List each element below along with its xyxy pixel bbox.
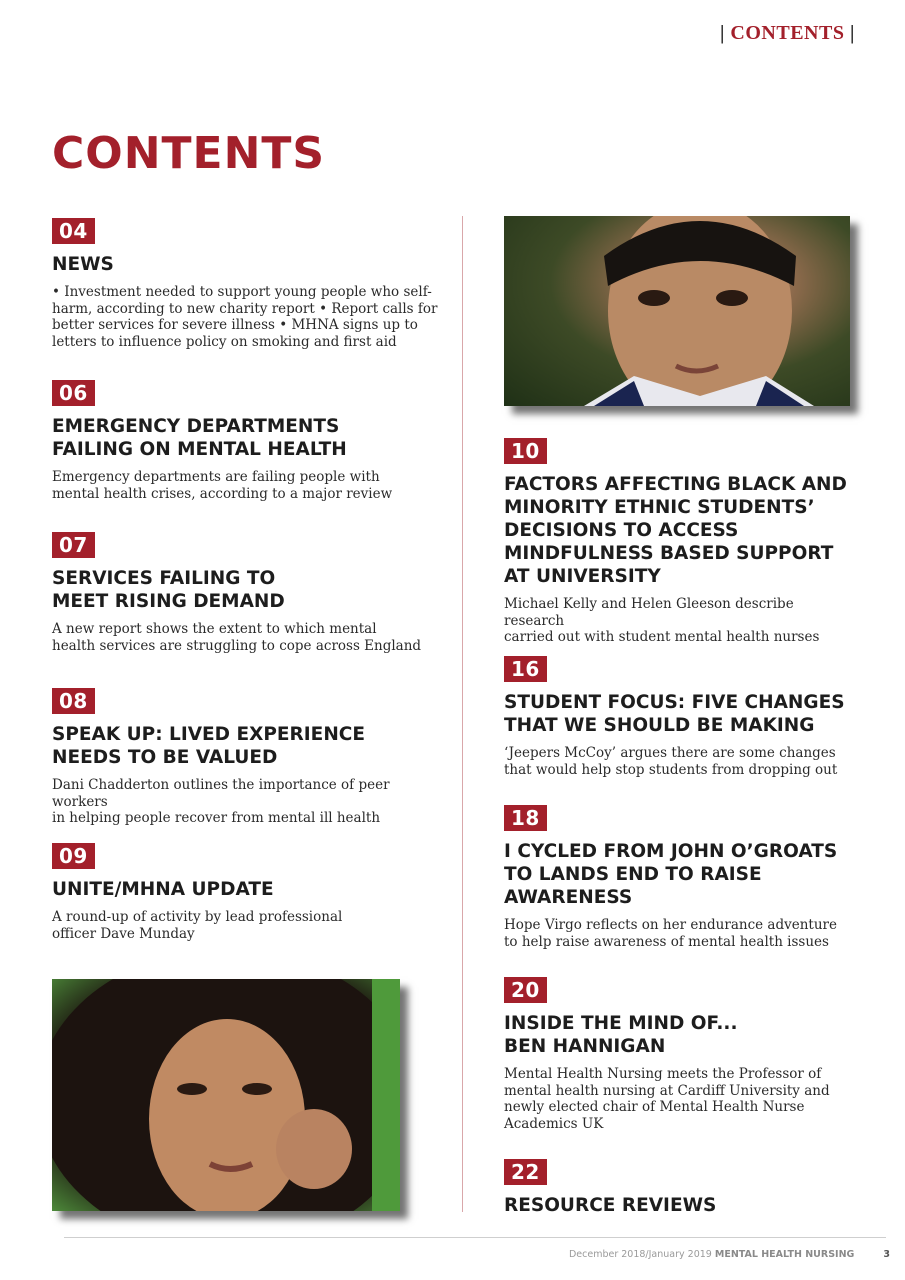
page-number-badge: 07 [52,532,95,558]
page-footer [540,1249,890,1260]
tag-divider-right: | [849,22,855,44]
contents-entry-news[interactable] [52,218,442,350]
page-number-badge: 18 [504,805,547,831]
section-tag-label: CONTENTS [730,22,845,44]
page-number-badge: 20 [504,977,547,1003]
entry-title: RESOURCE REVIEWS [504,1195,717,1216]
young-woman-portrait-photo [52,979,400,1211]
entry-description: A round-up of activity by lead professional officer Dave Munday [52,909,343,942]
contents-entry-resource-reviews[interactable] [504,1159,854,1217]
issue-date: December 2018/January 2019 [568,1249,712,1260]
entry-title: EMERGENCY DEPARTMENTS FAILING ON MENTAL HEALTH [52,416,347,460]
contents-entry-cycled[interactable] [504,805,854,950]
contents-entry-inside-the-mind[interactable] [504,977,854,1132]
entry-title: UNITE/MHNA UPDATE [52,879,274,900]
entry-title: I CYCLED FROM JOHN O’GROATS TO LANDS END TO RAISE AWARENESS [504,841,838,908]
page-number-badge: 04 [52,218,95,244]
entry-title: FACTORS AFFECTING BLACK AND MINORITY ETHNIC STUDENTS’ DECISIONS TO ACCESS MINDFULNESS BASED SUPPORT AT UNIVERSITY [504,474,847,587]
contents-entry-bme-students[interactable] [504,438,854,646]
column-divider [462,216,463,1212]
entry-description: A new report shows the extent to which mental health services are struggling to cope across England [52,621,422,654]
publication-name: MENTAL HEALTH NURSING [714,1249,855,1260]
entry-title: SERVICES FAILING TO MEET RISING DEMAND [52,568,285,612]
section-tag [720,22,860,45]
entry-description: Michael Kelly and Helen Gleeson describe research carried out with student mental health nurses [504,596,820,645]
boy-portrait-photo [504,216,850,406]
entry-title: INSIDE THE MIND OF... BEN HANNIGAN [504,1013,738,1057]
page-number-badge: 22 [504,1159,547,1185]
page-number-badge: 06 [52,380,95,406]
contents-entry-speak-up[interactable] [52,688,442,827]
contents-entry-unite-update[interactable] [52,843,442,942]
page-number-badge: 16 [504,656,547,682]
page-number: 3 [883,1249,890,1260]
entry-title: NEWS [52,254,114,275]
footer-rule [64,1237,886,1238]
entry-description: Emergency departments are failing people with mental health crises, according to a major review [52,469,393,502]
contents-entry-student-focus[interactable] [504,656,854,778]
entry-title: STUDENT FOCUS: FIVE CHANGES THAT WE SHOULD BE MAKING [504,692,845,736]
entry-description: ‘Jeepers McCoy’ argues there are some changes that would help stop students from dropping out [504,745,838,778]
entry-description: Dani Chadderton outlines the importance of peer workers in helping people recover from mental ill health [52,777,390,826]
contents-entry-services-failing[interactable] [52,532,442,654]
page-title: CONTENTS [52,128,326,179]
entry-title: SPEAK UP: LIVED EXPERIENCE NEEDS TO BE VALUED [52,724,366,768]
page-number-badge: 10 [504,438,547,464]
page-number-badge: 09 [52,843,95,869]
page-number-badge: 08 [52,688,95,714]
entry-description: • Investment needed to support young people who self-harm, according to new charity report • Report calls for better services for severe illness • MHNA signs up to letters to influence policy on smoking and first aid [52,284,438,350]
contents-entry-emergency-departments[interactable] [52,380,442,502]
tag-divider-left: | [720,22,725,44]
entry-description: Hope Virgo reflects on her endurance adventure to help raise awareness of mental health issues [504,917,837,950]
entry-description: Mental Health Nursing meets the Professor of mental health nursing at Cardiff University and newly elected chair of Mental Health Nurse Academics UK [504,1066,830,1132]
